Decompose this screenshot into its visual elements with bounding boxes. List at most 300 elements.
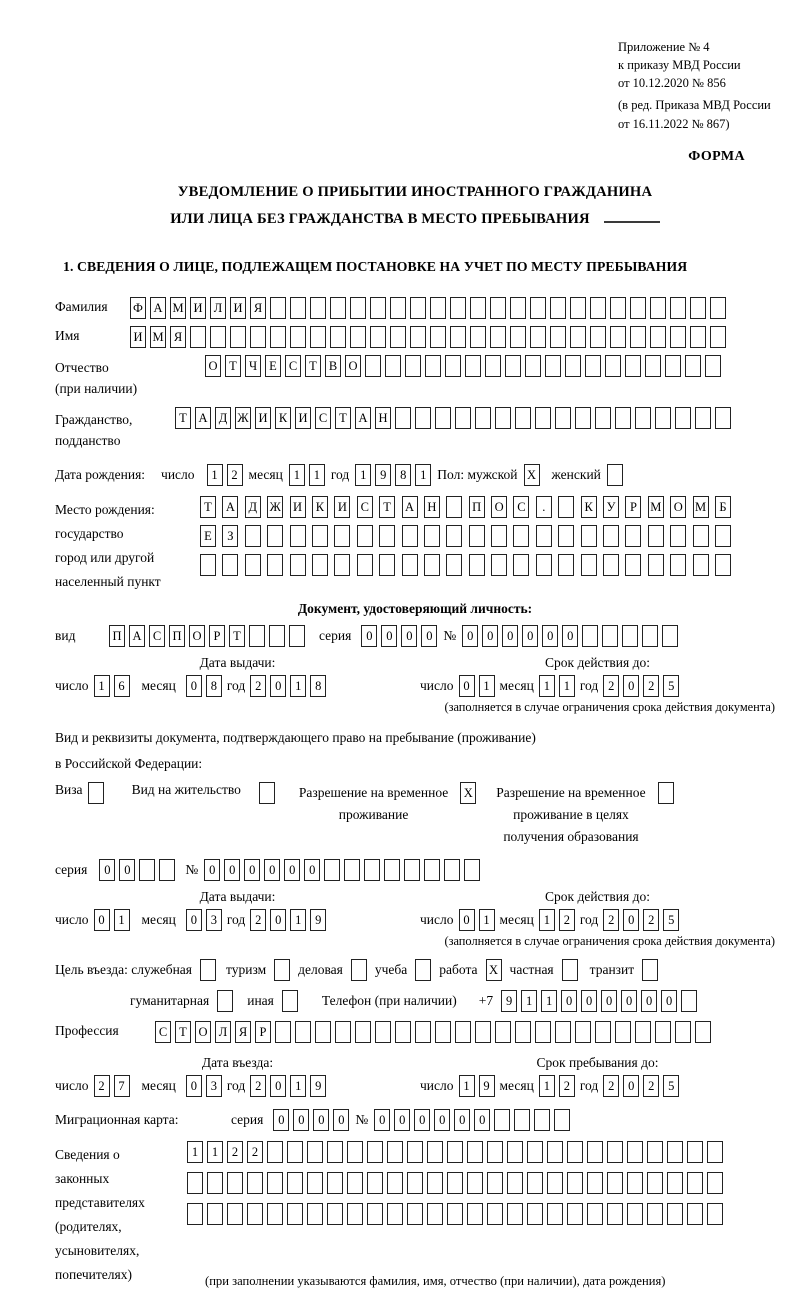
char-box[interactable] bbox=[245, 525, 261, 547]
char-box[interactable]: 1 bbox=[541, 990, 557, 1012]
char-box[interactable] bbox=[622, 625, 638, 647]
char-box[interactable] bbox=[513, 554, 529, 576]
purpose-tourism-checkbox[interactable] bbox=[274, 959, 290, 981]
char-box[interactable]: 0 bbox=[333, 1109, 349, 1131]
char-box[interactable]: Ж bbox=[235, 407, 251, 429]
char-box[interactable]: 1 bbox=[539, 909, 555, 931]
char-box[interactable] bbox=[370, 297, 386, 319]
char-box[interactable] bbox=[447, 1172, 463, 1194]
char-box[interactable] bbox=[384, 859, 400, 881]
char-box[interactable] bbox=[324, 859, 340, 881]
char-box[interactable] bbox=[715, 525, 731, 547]
char-box[interactable] bbox=[230, 326, 246, 348]
char-box[interactable] bbox=[595, 1021, 611, 1043]
char-box[interactable] bbox=[415, 959, 431, 981]
char-box[interactable]: 5 bbox=[663, 909, 679, 931]
char-box[interactable]: К bbox=[312, 496, 328, 518]
char-box[interactable]: 0 bbox=[421, 625, 437, 647]
char-box[interactable] bbox=[487, 1203, 503, 1225]
representatives-row1-input[interactable] bbox=[187, 1141, 723, 1163]
char-box[interactable]: Т bbox=[379, 496, 395, 518]
char-box[interactable] bbox=[270, 297, 286, 319]
char-box[interactable]: 8 bbox=[206, 675, 222, 697]
citizenship-input[interactable] bbox=[175, 407, 731, 429]
char-box[interactable] bbox=[247, 1172, 263, 1194]
char-box[interactable]: 1 bbox=[521, 990, 537, 1012]
char-box[interactable]: 5 bbox=[663, 675, 679, 697]
char-box[interactable] bbox=[267, 1172, 283, 1194]
char-box[interactable] bbox=[487, 1141, 503, 1163]
char-box[interactable] bbox=[667, 1141, 683, 1163]
char-box[interactable] bbox=[347, 1172, 363, 1194]
char-box[interactable]: 0 bbox=[284, 859, 300, 881]
char-box[interactable] bbox=[187, 1172, 203, 1194]
char-box[interactable]: 2 bbox=[250, 675, 266, 697]
char-box[interactable] bbox=[312, 525, 328, 547]
char-box[interactable] bbox=[259, 782, 275, 804]
char-box[interactable] bbox=[430, 297, 446, 319]
char-box[interactable]: 0 bbox=[601, 990, 617, 1012]
char-box[interactable] bbox=[627, 1141, 643, 1163]
valid-day-input[interactable] bbox=[459, 909, 495, 931]
char-box[interactable] bbox=[387, 1203, 403, 1225]
char-box[interactable]: К bbox=[275, 407, 291, 429]
char-box[interactable] bbox=[645, 355, 661, 377]
char-box[interactable] bbox=[615, 407, 631, 429]
char-box[interactable] bbox=[625, 525, 641, 547]
sex-female-checkbox[interactable] bbox=[607, 464, 623, 486]
char-box[interactable] bbox=[475, 407, 491, 429]
char-box[interactable] bbox=[630, 326, 646, 348]
char-box[interactable] bbox=[655, 1021, 671, 1043]
char-box[interactable]: 0 bbox=[381, 625, 397, 647]
char-box[interactable] bbox=[275, 1021, 291, 1043]
char-box[interactable] bbox=[547, 1141, 563, 1163]
char-box[interactable] bbox=[355, 1021, 371, 1043]
char-box[interactable] bbox=[507, 1141, 523, 1163]
char-box[interactable]: Т bbox=[175, 1021, 191, 1043]
char-box[interactable] bbox=[290, 326, 306, 348]
char-box[interactable] bbox=[510, 326, 526, 348]
stay-day-input[interactable] bbox=[459, 1075, 495, 1097]
purpose-humanitarian-checkbox[interactable] bbox=[217, 990, 233, 1012]
char-box[interactable]: 2 bbox=[643, 675, 659, 697]
issue-year-input[interactable] bbox=[250, 675, 326, 697]
char-box[interactable]: А bbox=[195, 407, 211, 429]
char-box[interactable] bbox=[446, 496, 462, 518]
char-box[interactable] bbox=[527, 1203, 543, 1225]
char-box[interactable]: Ф bbox=[130, 297, 146, 319]
purpose-private-checkbox[interactable] bbox=[562, 959, 578, 981]
char-box[interactable] bbox=[367, 1172, 383, 1194]
char-box[interactable]: 1 bbox=[355, 464, 371, 486]
char-box[interactable]: Т bbox=[229, 625, 245, 647]
char-box[interactable] bbox=[681, 990, 697, 1012]
char-box[interactable] bbox=[475, 1021, 491, 1043]
char-box[interactable] bbox=[687, 1172, 703, 1194]
char-box[interactable]: 0 bbox=[270, 675, 286, 697]
char-box[interactable]: 6 bbox=[114, 675, 130, 697]
char-box[interactable] bbox=[650, 297, 666, 319]
char-box[interactable]: С bbox=[149, 625, 165, 647]
name-input[interactable] bbox=[130, 326, 726, 348]
char-box[interactable]: 0 bbox=[94, 909, 110, 931]
char-box[interactable] bbox=[455, 1021, 471, 1043]
char-box[interactable] bbox=[444, 859, 460, 881]
char-box[interactable] bbox=[510, 297, 526, 319]
char-box[interactable] bbox=[485, 355, 501, 377]
char-box[interactable]: 1 bbox=[479, 675, 495, 697]
doc-number-input[interactable] bbox=[462, 625, 678, 647]
char-box[interactable]: 1 bbox=[114, 909, 130, 931]
char-box[interactable]: 2 bbox=[250, 909, 266, 931]
entry-year-input[interactable] bbox=[250, 1075, 326, 1097]
char-box[interactable] bbox=[670, 297, 686, 319]
char-box[interactable] bbox=[435, 407, 451, 429]
char-box[interactable] bbox=[550, 297, 566, 319]
char-box[interactable] bbox=[667, 1203, 683, 1225]
purpose-delovaya-checkbox[interactable] bbox=[351, 959, 367, 981]
char-box[interactable] bbox=[602, 625, 618, 647]
char-box[interactable] bbox=[387, 1141, 403, 1163]
char-box[interactable] bbox=[295, 1021, 311, 1043]
char-box[interactable]: Р bbox=[209, 625, 225, 647]
char-box[interactable] bbox=[615, 1021, 631, 1043]
char-box[interactable] bbox=[407, 1141, 423, 1163]
char-box[interactable] bbox=[310, 326, 326, 348]
char-box[interactable] bbox=[487, 1172, 503, 1194]
profession-input[interactable] bbox=[155, 1021, 711, 1043]
char-box[interactable] bbox=[450, 326, 466, 348]
char-box[interactable]: 1 bbox=[539, 1075, 555, 1097]
char-box[interactable] bbox=[635, 1021, 651, 1043]
char-box[interactable] bbox=[347, 1203, 363, 1225]
valid-day-input[interactable] bbox=[459, 675, 495, 697]
residence-number-input[interactable] bbox=[204, 859, 480, 881]
char-box[interactable] bbox=[335, 1021, 351, 1043]
char-box[interactable] bbox=[210, 326, 226, 348]
issue-day-input[interactable] bbox=[94, 675, 130, 697]
char-box[interactable] bbox=[555, 407, 571, 429]
char-box[interactable] bbox=[710, 297, 726, 319]
char-box[interactable] bbox=[670, 525, 686, 547]
char-box[interactable] bbox=[287, 1141, 303, 1163]
char-box[interactable] bbox=[525, 355, 541, 377]
residence-permit-checkbox[interactable] bbox=[259, 782, 275, 804]
char-box[interactable]: А bbox=[222, 496, 238, 518]
char-box[interactable]: Т bbox=[305, 355, 321, 377]
char-box[interactable] bbox=[200, 959, 216, 981]
char-box[interactable]: 0 bbox=[401, 625, 417, 647]
char-box[interactable]: 1 bbox=[94, 675, 110, 697]
char-box[interactable] bbox=[200, 554, 216, 576]
char-box[interactable] bbox=[625, 554, 641, 576]
char-box[interactable] bbox=[687, 1141, 703, 1163]
char-box[interactable]: 1 bbox=[309, 464, 325, 486]
char-box[interactable]: 1 bbox=[479, 909, 495, 931]
valid-month-input[interactable] bbox=[539, 675, 575, 697]
char-box[interactable]: С bbox=[285, 355, 301, 377]
char-box[interactable] bbox=[582, 625, 598, 647]
char-box[interactable]: Е bbox=[200, 525, 216, 547]
char-box[interactable] bbox=[247, 1203, 263, 1225]
char-box[interactable] bbox=[270, 326, 286, 348]
char-box[interactable] bbox=[367, 1203, 383, 1225]
char-box[interactable] bbox=[379, 554, 395, 576]
char-box[interactable]: 2 bbox=[227, 464, 243, 486]
char-box[interactable] bbox=[410, 297, 426, 319]
char-box[interactable] bbox=[642, 959, 658, 981]
char-box[interactable] bbox=[590, 326, 606, 348]
char-box[interactable] bbox=[269, 625, 285, 647]
birthplace-row2-input[interactable] bbox=[200, 525, 731, 547]
char-box[interactable]: 0 bbox=[661, 990, 677, 1012]
char-box[interactable] bbox=[575, 1021, 591, 1043]
char-box[interactable]: 0 bbox=[581, 990, 597, 1012]
char-box[interactable] bbox=[367, 1141, 383, 1163]
char-box[interactable] bbox=[690, 297, 706, 319]
char-box[interactable] bbox=[350, 326, 366, 348]
char-box[interactable] bbox=[446, 525, 462, 547]
char-box[interactable]: 2 bbox=[247, 1141, 263, 1163]
char-box[interactable] bbox=[693, 554, 709, 576]
char-box[interactable] bbox=[550, 326, 566, 348]
char-box[interactable]: С bbox=[357, 496, 373, 518]
char-box[interactable] bbox=[447, 1141, 463, 1163]
char-box[interactable]: М bbox=[150, 326, 166, 348]
char-box[interactable] bbox=[88, 782, 104, 804]
char-box[interactable] bbox=[527, 1141, 543, 1163]
char-box[interactable]: 0 bbox=[394, 1109, 410, 1131]
stay-month-input[interactable] bbox=[539, 1075, 575, 1097]
issue-year-input[interactable] bbox=[250, 909, 326, 931]
char-box[interactable] bbox=[515, 1021, 531, 1043]
migration-number-input[interactable] bbox=[374, 1109, 570, 1131]
char-box[interactable] bbox=[334, 554, 350, 576]
char-box[interactable]: 3 bbox=[206, 1075, 222, 1097]
char-box[interactable] bbox=[390, 326, 406, 348]
char-box[interactable] bbox=[558, 525, 574, 547]
char-box[interactable] bbox=[595, 407, 611, 429]
char-box[interactable] bbox=[625, 355, 641, 377]
char-box[interactable] bbox=[648, 554, 664, 576]
char-box[interactable] bbox=[402, 554, 418, 576]
char-box[interactable]: 0 bbox=[270, 1075, 286, 1097]
char-box[interactable] bbox=[590, 297, 606, 319]
char-box[interactable]: 0 bbox=[623, 1075, 639, 1097]
char-box[interactable] bbox=[327, 1203, 343, 1225]
purpose-work-checkbox[interactable] bbox=[486, 959, 502, 981]
char-box[interactable]: 9 bbox=[310, 909, 326, 931]
char-box[interactable]: С bbox=[315, 407, 331, 429]
char-box[interactable]: 0 bbox=[459, 909, 475, 931]
char-box[interactable] bbox=[610, 326, 626, 348]
char-box[interactable] bbox=[610, 297, 626, 319]
char-box[interactable]: О bbox=[491, 496, 507, 518]
char-box[interactable] bbox=[635, 407, 651, 429]
char-box[interactable] bbox=[547, 1203, 563, 1225]
char-box[interactable] bbox=[446, 554, 462, 576]
char-box[interactable] bbox=[387, 1172, 403, 1194]
char-box[interactable] bbox=[650, 326, 666, 348]
char-box[interactable]: 0 bbox=[414, 1109, 430, 1131]
residence-series-input[interactable] bbox=[99, 859, 175, 881]
char-box[interactable]: 0 bbox=[482, 625, 498, 647]
char-box[interactable] bbox=[710, 326, 726, 348]
char-box[interactable] bbox=[536, 525, 552, 547]
char-box[interactable] bbox=[424, 525, 440, 547]
char-box[interactable] bbox=[464, 859, 480, 881]
char-box[interactable] bbox=[565, 355, 581, 377]
char-box[interactable]: Я bbox=[250, 297, 266, 319]
char-box[interactable] bbox=[605, 355, 621, 377]
char-box[interactable]: 2 bbox=[250, 1075, 266, 1097]
representatives-row3-input[interactable] bbox=[187, 1203, 723, 1225]
char-box[interactable]: Н bbox=[424, 496, 440, 518]
char-box[interactable] bbox=[469, 554, 485, 576]
char-box[interactable]: А bbox=[129, 625, 145, 647]
char-box[interactable]: П bbox=[169, 625, 185, 647]
char-box[interactable] bbox=[662, 625, 678, 647]
char-box[interactable]: Р bbox=[625, 496, 641, 518]
char-box[interactable] bbox=[347, 1141, 363, 1163]
char-box[interactable] bbox=[245, 554, 261, 576]
char-box[interactable]: 1 bbox=[289, 464, 305, 486]
char-box[interactable] bbox=[495, 1021, 511, 1043]
char-box[interactable] bbox=[607, 1172, 623, 1194]
char-box[interactable]: 9 bbox=[501, 990, 517, 1012]
edu-permit-checkbox[interactable] bbox=[658, 782, 674, 804]
birthdate-year-input[interactable] bbox=[355, 464, 431, 486]
char-box[interactable] bbox=[307, 1203, 323, 1225]
char-box[interactable]: 2 bbox=[643, 1075, 659, 1097]
char-box[interactable] bbox=[424, 554, 440, 576]
char-box[interactable]: 0 bbox=[186, 909, 202, 931]
char-box[interactable] bbox=[670, 554, 686, 576]
char-box[interactable] bbox=[658, 782, 674, 804]
char-box[interactable]: И bbox=[190, 297, 206, 319]
char-box[interactable] bbox=[647, 1141, 663, 1163]
issue-month-input[interactable] bbox=[186, 675, 222, 697]
char-box[interactable]: Т bbox=[200, 496, 216, 518]
char-box[interactable]: 0 bbox=[621, 990, 637, 1012]
char-box[interactable] bbox=[530, 326, 546, 348]
char-box[interactable] bbox=[465, 355, 481, 377]
char-box[interactable] bbox=[207, 1172, 223, 1194]
char-box[interactable] bbox=[290, 525, 306, 547]
char-box[interactable]: Т bbox=[175, 407, 191, 429]
char-box[interactable]: Ч bbox=[245, 355, 261, 377]
char-box[interactable] bbox=[222, 554, 238, 576]
birthplace-row3-input[interactable] bbox=[200, 554, 731, 576]
char-box[interactable]: 1 bbox=[290, 1075, 306, 1097]
char-box[interactable]: 0 bbox=[99, 859, 115, 881]
char-box[interactable]: И bbox=[255, 407, 271, 429]
char-box[interactable]: С bbox=[155, 1021, 171, 1043]
stay-year-input[interactable] bbox=[603, 1075, 679, 1097]
purpose-transit-checkbox[interactable] bbox=[642, 959, 658, 981]
char-box[interactable] bbox=[547, 1172, 563, 1194]
char-box[interactable] bbox=[327, 1172, 343, 1194]
char-box[interactable]: 0 bbox=[273, 1109, 289, 1131]
char-box[interactable]: А bbox=[150, 297, 166, 319]
char-box[interactable] bbox=[330, 297, 346, 319]
char-box[interactable]: 1 bbox=[559, 675, 575, 697]
char-box[interactable] bbox=[494, 1109, 510, 1131]
char-box[interactable]: 1 bbox=[207, 1141, 223, 1163]
char-box[interactable] bbox=[530, 297, 546, 319]
char-box[interactable]: П bbox=[469, 496, 485, 518]
surname-input[interactable] bbox=[130, 297, 726, 319]
char-box[interactable]: 0 bbox=[623, 909, 639, 931]
char-box[interactable]: Т bbox=[335, 407, 351, 429]
char-box[interactable] bbox=[315, 1021, 331, 1043]
birthplace-row1-input[interactable] bbox=[200, 496, 731, 518]
char-box[interactable] bbox=[190, 326, 206, 348]
char-box[interactable] bbox=[535, 1021, 551, 1043]
char-box[interactable] bbox=[642, 625, 658, 647]
char-box[interactable]: 0 bbox=[462, 625, 478, 647]
char-box[interactable]: Ж bbox=[267, 496, 283, 518]
char-box[interactable] bbox=[365, 355, 381, 377]
char-box[interactable]: 0 bbox=[623, 675, 639, 697]
purpose-other-checkbox[interactable] bbox=[282, 990, 298, 1012]
char-box[interactable]: О bbox=[189, 625, 205, 647]
issue-day-input[interactable] bbox=[94, 909, 130, 931]
char-box[interactable]: 0 bbox=[542, 625, 558, 647]
char-box[interactable]: 0 bbox=[562, 625, 578, 647]
char-box[interactable] bbox=[567, 1172, 583, 1194]
char-box[interactable] bbox=[357, 554, 373, 576]
char-box[interactable]: Я bbox=[235, 1021, 251, 1043]
char-box[interactable]: 2 bbox=[603, 909, 619, 931]
char-box[interactable]: А bbox=[355, 407, 371, 429]
char-box[interactable] bbox=[287, 1172, 303, 1194]
char-box[interactable] bbox=[587, 1141, 603, 1163]
char-box[interactable] bbox=[274, 959, 290, 981]
char-box[interactable]: 1 bbox=[290, 675, 306, 697]
char-box[interactable] bbox=[495, 407, 511, 429]
purpose-business-checkbox[interactable] bbox=[200, 959, 216, 981]
char-box[interactable] bbox=[415, 1021, 431, 1043]
char-box[interactable] bbox=[402, 525, 418, 547]
migration-series-input[interactable] bbox=[273, 1109, 349, 1131]
char-box[interactable] bbox=[555, 1021, 571, 1043]
char-box[interactable] bbox=[447, 1203, 463, 1225]
char-box[interactable] bbox=[570, 326, 586, 348]
char-box[interactable]: 8 bbox=[310, 675, 326, 697]
doc-series-input[interactable] bbox=[361, 625, 437, 647]
char-box[interactable]: П bbox=[109, 625, 125, 647]
char-box[interactable]: 1 bbox=[539, 675, 555, 697]
char-box[interactable]: 0 bbox=[264, 859, 280, 881]
char-box[interactable]: 0 bbox=[313, 1109, 329, 1131]
char-box[interactable] bbox=[690, 326, 706, 348]
char-box[interactable]: 0 bbox=[304, 859, 320, 881]
char-box[interactable] bbox=[427, 1172, 443, 1194]
temp-permit-checkbox[interactable] bbox=[460, 782, 476, 804]
char-box[interactable] bbox=[407, 1172, 423, 1194]
char-box[interactable]: 3 bbox=[206, 909, 222, 931]
char-box[interactable]: 0 bbox=[224, 859, 240, 881]
char-box[interactable]: З bbox=[222, 525, 238, 547]
char-box[interactable]: И bbox=[230, 297, 246, 319]
char-box[interactable] bbox=[351, 959, 367, 981]
char-box[interactable] bbox=[715, 407, 731, 429]
char-box[interactable] bbox=[675, 407, 691, 429]
char-box[interactable] bbox=[405, 355, 421, 377]
char-box[interactable]: И bbox=[290, 496, 306, 518]
